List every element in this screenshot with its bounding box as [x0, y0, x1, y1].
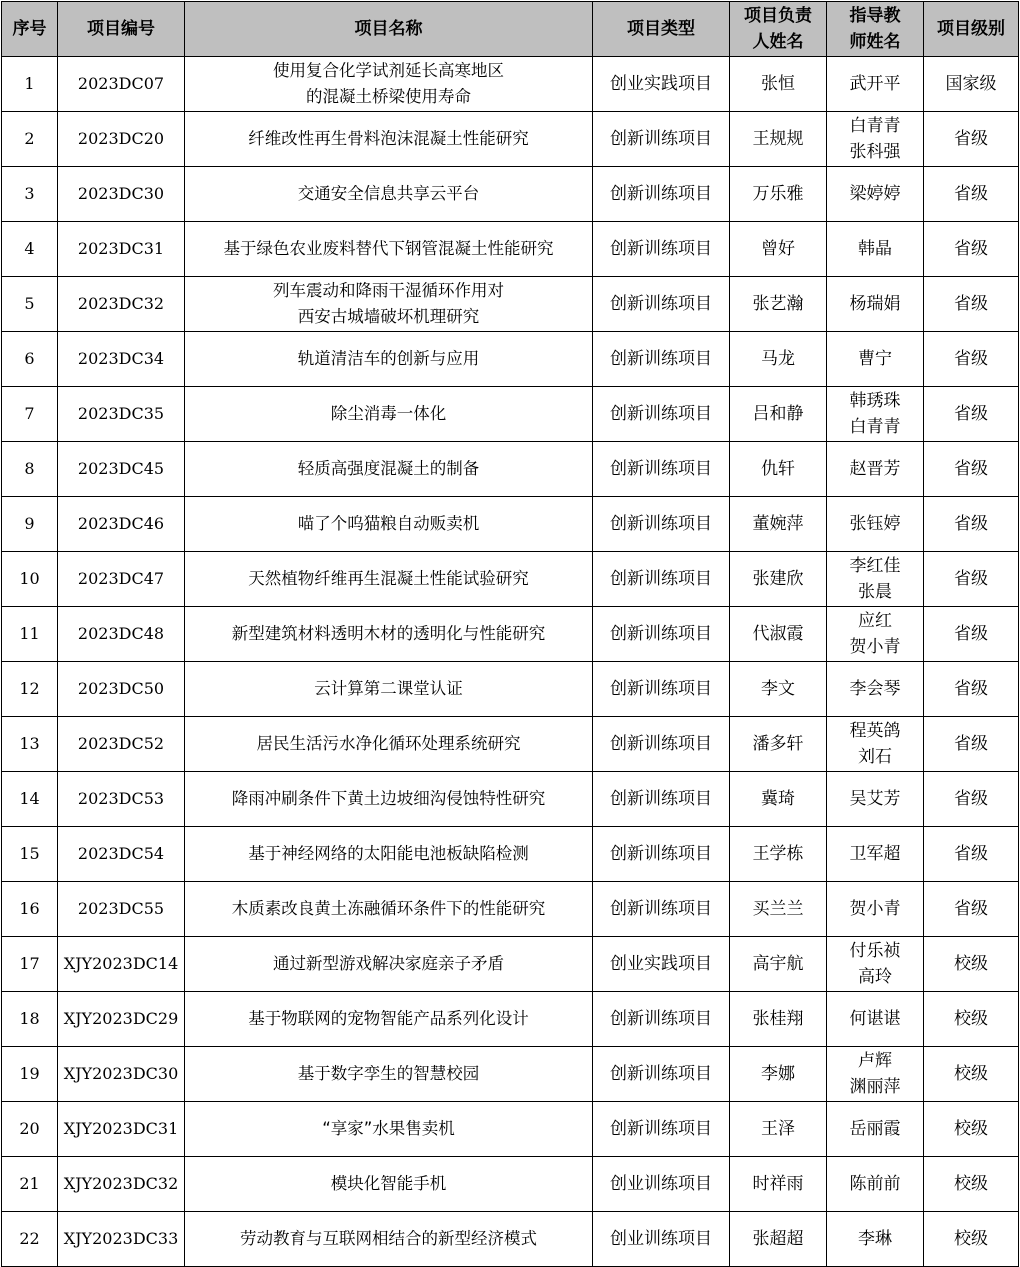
cell-level: 省级	[924, 497, 1019, 552]
header-advisor	[827, 2, 924, 57]
cell-advisor-line: 何谌谌	[849, 1009, 901, 1029]
cell-level: 国家级	[924, 57, 1019, 112]
table-row	[2, 57, 1019, 112]
cell-code: 2023DC52	[58, 717, 185, 772]
cell-type: 创新训练项目	[593, 772, 730, 827]
cell-leader: 王学栋	[730, 827, 827, 882]
table-row	[2, 717, 1019, 772]
cell-name-line: 列车震动和降雨干湿循环作用对	[273, 281, 504, 300]
cell-advisor-line: 应红	[858, 611, 892, 631]
cell-code: 2023DC50	[58, 662, 185, 717]
cell-advisor-line: 张晨	[858, 582, 892, 602]
cell-type: 创新训练项目	[593, 112, 730, 167]
cell-advisor	[827, 992, 924, 1047]
cell-code: 2023DC47	[58, 552, 185, 607]
cell-seq: 16	[2, 882, 58, 937]
cell-level: 省级	[924, 662, 1019, 717]
cell-name	[185, 607, 593, 662]
cell-advisor-line: 卫军超	[849, 844, 901, 864]
cell-seq: 13	[2, 717, 58, 772]
cell-name-line: 劳动教育与互联网相结合的新型经济模式	[240, 1229, 537, 1248]
cell-type: 创新训练项目	[593, 222, 730, 277]
cell-type: 创新训练项目	[593, 552, 730, 607]
cell-name-line: 模块化智能手机	[330, 1174, 447, 1193]
cell-level: 省级	[924, 827, 1019, 882]
header-type: 项目类型	[593, 2, 730, 57]
table-row	[2, 662, 1019, 717]
cell-seq: 9	[2, 497, 58, 552]
cell-level: 省级	[924, 167, 1019, 222]
cell-seq: 8	[2, 442, 58, 497]
cell-leader: 曾好	[730, 222, 827, 277]
cell-level: 校级	[924, 1102, 1019, 1157]
header-leader-line1: 项目负责	[744, 6, 812, 26]
cell-seq: 10	[2, 552, 58, 607]
cell-type: 创新训练项目	[593, 882, 730, 937]
cell-leader: 王规规	[730, 112, 827, 167]
header-row	[2, 2, 1019, 57]
cell-name	[185, 882, 593, 937]
cell-name-line: 天然植物纤维再生混凝土性能试验研究	[248, 569, 529, 588]
cell-code: XJY2023DC30	[58, 1047, 185, 1102]
cell-type: 创新训练项目	[593, 1102, 730, 1157]
table-row	[2, 277, 1019, 332]
cell-advisor-line: 卢辉	[858, 1051, 892, 1071]
cell-leader: 王泽	[730, 1102, 827, 1157]
cell-advisor-line: 曹宁	[858, 349, 892, 369]
cell-name	[185, 1157, 593, 1212]
cell-code: 2023DC48	[58, 607, 185, 662]
cell-advisor-line: 李会琴	[849, 679, 901, 699]
cell-advisor	[827, 167, 924, 222]
table-row	[2, 1047, 1019, 1102]
cell-name	[185, 992, 593, 1047]
cell-leader: 仇轩	[730, 442, 827, 497]
table-row	[2, 1212, 1019, 1267]
cell-advisor	[827, 827, 924, 882]
cell-advisor	[827, 497, 924, 552]
table-row	[2, 112, 1019, 167]
cell-type: 创新训练项目	[593, 717, 730, 772]
cell-level: 省级	[924, 882, 1019, 937]
cell-name	[185, 57, 593, 112]
cell-name	[185, 387, 593, 442]
cell-leader: 万乐雅	[730, 167, 827, 222]
cell-advisor-line: 付乐祯	[849, 941, 901, 961]
cell-level: 校级	[924, 1212, 1019, 1267]
cell-advisor-line: 岳丽霞	[849, 1119, 901, 1139]
cell-name	[185, 167, 593, 222]
cell-leader: 吕和静	[730, 387, 827, 442]
cell-advisor	[827, 662, 924, 717]
table-row	[2, 222, 1019, 277]
cell-advisor-line: 韩琇珠	[849, 391, 901, 411]
cell-level: 校级	[924, 1047, 1019, 1102]
cell-advisor-line: 赵晋芳	[849, 459, 901, 479]
cell-name	[185, 277, 593, 332]
cell-type: 创新训练项目	[593, 607, 730, 662]
cell-seq: 21	[2, 1157, 58, 1212]
cell-name-line: 使用复合化学试剂延长高寒地区	[273, 61, 504, 80]
cell-name	[185, 112, 593, 167]
cell-code: 2023DC07	[58, 57, 185, 112]
cell-advisor	[827, 1157, 924, 1212]
cell-advisor-line: 陈前前	[849, 1174, 901, 1194]
cell-name	[185, 1212, 593, 1267]
table-row	[2, 937, 1019, 992]
cell-advisor-line: 渊丽萍	[849, 1077, 901, 1097]
cell-advisor	[827, 772, 924, 827]
cell-seq: 6	[2, 332, 58, 387]
cell-level: 省级	[924, 772, 1019, 827]
cell-type: 创业实践项目	[593, 57, 730, 112]
table-row	[2, 552, 1019, 607]
cell-code: XJY2023DC14	[58, 937, 185, 992]
cell-name-line: 轻质高强度混凝土的制备	[297, 459, 480, 478]
cell-leader: 时祥雨	[730, 1157, 827, 1212]
cell-code: XJY2023DC32	[58, 1157, 185, 1212]
cell-seq: 2	[2, 112, 58, 167]
table-body	[2, 57, 1019, 1267]
cell-advisor	[827, 277, 924, 332]
cell-level: 校级	[924, 992, 1019, 1047]
table-row	[2, 882, 1019, 937]
cell-leader: 冀琦	[730, 772, 827, 827]
cell-level: 省级	[924, 717, 1019, 772]
cell-leader: 董婉萍	[730, 497, 827, 552]
cell-code: 2023DC30	[58, 167, 185, 222]
cell-name	[185, 1102, 593, 1157]
cell-name-line: 木质素改良黄土冻融循环条件下的性能研究	[231, 899, 546, 918]
cell-advisor-line: 贺小青	[849, 899, 901, 919]
cell-leader: 代淑霞	[730, 607, 827, 662]
cell-advisor-line: 程英鸽	[849, 721, 901, 741]
cell-name-line: 基于数字孪生的智慧校园	[297, 1064, 480, 1083]
cell-advisor	[827, 552, 924, 607]
cell-type: 创新训练项目	[593, 1047, 730, 1102]
cell-code: 2023DC55	[58, 882, 185, 937]
cell-advisor	[827, 607, 924, 662]
cell-leader: 潘多轩	[730, 717, 827, 772]
cell-advisor-line: 白青青	[849, 417, 901, 437]
cell-type: 创新训练项目	[593, 167, 730, 222]
cell-leader: 李娜	[730, 1047, 827, 1102]
cell-name	[185, 772, 593, 827]
cell-name-line: 居民生活污水净化循环处理系统研究	[256, 734, 521, 753]
project-table	[1, 1, 1019, 1267]
cell-name-line: 基于物联网的宠物智能产品系列化设计	[248, 1009, 529, 1028]
table-row	[2, 772, 1019, 827]
cell-leader: 张艺瀚	[730, 277, 827, 332]
cell-advisor	[827, 112, 924, 167]
cell-seq: 11	[2, 607, 58, 662]
cell-seq: 7	[2, 387, 58, 442]
cell-type: 创新训练项目	[593, 662, 730, 717]
cell-level: 省级	[924, 387, 1019, 442]
cell-advisor	[827, 1102, 924, 1157]
table-row	[2, 992, 1019, 1047]
table-row	[2, 607, 1019, 662]
cell-advisor	[827, 937, 924, 992]
cell-seq: 22	[2, 1212, 58, 1267]
cell-level: 校级	[924, 1157, 1019, 1212]
cell-advisor	[827, 1212, 924, 1267]
cell-type: 创新训练项目	[593, 442, 730, 497]
cell-code: XJY2023DC33	[58, 1212, 185, 1267]
cell-seq: 4	[2, 222, 58, 277]
cell-name	[185, 497, 593, 552]
cell-type: 创业训练项目	[593, 1157, 730, 1212]
cell-type: 创新训练项目	[593, 277, 730, 332]
cell-code: XJY2023DC29	[58, 992, 185, 1047]
cell-advisor-line: 高玲	[858, 967, 892, 987]
cell-code: 2023DC34	[58, 332, 185, 387]
cell-code: XJY2023DC31	[58, 1102, 185, 1157]
header-leader-line2: 人姓名	[752, 32, 804, 52]
cell-leader: 张建欣	[730, 552, 827, 607]
cell-type: 创业实践项目	[593, 937, 730, 992]
cell-name-line: “享家”水果售卖机	[322, 1119, 455, 1138]
cell-type: 创新训练项目	[593, 387, 730, 442]
table-row	[2, 387, 1019, 442]
cell-code: 2023DC45	[58, 442, 185, 497]
cell-advisor-line: 张钰婷	[849, 514, 901, 534]
cell-level: 省级	[924, 332, 1019, 387]
cell-name-line: 除尘消毒一体化	[330, 404, 447, 423]
cell-name-line: 基于绿色农业废料替代下钢管混凝土性能研究	[223, 239, 554, 258]
cell-advisor	[827, 387, 924, 442]
table-row	[2, 332, 1019, 387]
cell-level: 省级	[924, 277, 1019, 332]
table-row	[2, 1102, 1019, 1157]
cell-advisor-line: 李红佳	[849, 556, 901, 576]
cell-name-line: 新型建筑材料透明木材的透明化与性能研究	[231, 624, 546, 643]
header-level: 项目级别	[924, 2, 1019, 57]
cell-leader: 张桂翔	[730, 992, 827, 1047]
cell-name-line: 的混凝土桥梁使用寿命	[306, 87, 471, 106]
cell-name	[185, 1047, 593, 1102]
cell-level: 省级	[924, 222, 1019, 277]
cell-type: 创新训练项目	[593, 992, 730, 1047]
cell-seq: 3	[2, 167, 58, 222]
cell-level: 省级	[924, 552, 1019, 607]
table-row	[2, 827, 1019, 882]
cell-seq: 17	[2, 937, 58, 992]
cell-name	[185, 827, 593, 882]
header-seq: 序号	[2, 2, 58, 57]
table-row	[2, 1157, 1019, 1212]
cell-leader: 李文	[730, 662, 827, 717]
cell-advisor-line: 贺小青	[849, 637, 901, 657]
table-header	[2, 2, 1019, 57]
cell-advisor-line: 杨瑞娟	[849, 294, 901, 314]
cell-leader: 买兰兰	[730, 882, 827, 937]
cell-code: 2023DC46	[58, 497, 185, 552]
cell-advisor	[827, 442, 924, 497]
cell-leader: 高宇航	[730, 937, 827, 992]
cell-seq: 12	[2, 662, 58, 717]
cell-code: 2023DC31	[58, 222, 185, 277]
cell-advisor-line: 吴艾芳	[849, 789, 901, 809]
cell-seq: 18	[2, 992, 58, 1047]
cell-code: 2023DC54	[58, 827, 185, 882]
cell-type: 创新训练项目	[593, 827, 730, 882]
cell-name	[185, 717, 593, 772]
cell-advisor-line: 李琳	[858, 1229, 892, 1249]
header-leader	[730, 2, 827, 57]
cell-seq: 15	[2, 827, 58, 882]
cell-advisor	[827, 222, 924, 277]
cell-name-line: 轨道清洁车的创新与应用	[297, 349, 480, 368]
cell-name	[185, 332, 593, 387]
cell-type: 创新训练项目	[593, 332, 730, 387]
cell-seq: 19	[2, 1047, 58, 1102]
cell-name-line: 基于神经网络的太阳能电池板缺陷检测	[248, 844, 529, 863]
cell-leader: 张超超	[730, 1212, 827, 1267]
header-name: 项目名称	[185, 2, 593, 57]
cell-name-line: 喵了个呜猫粮自动贩卖机	[297, 514, 480, 533]
cell-code: 2023DC32	[58, 277, 185, 332]
cell-type: 创新训练项目	[593, 497, 730, 552]
cell-advisor	[827, 882, 924, 937]
cell-name	[185, 442, 593, 497]
cell-level: 省级	[924, 112, 1019, 167]
cell-advisor-line: 张科强	[849, 142, 901, 162]
cell-name	[185, 937, 593, 992]
cell-code: 2023DC53	[58, 772, 185, 827]
cell-name-line: 交通安全信息共享云平台	[297, 184, 480, 203]
cell-advisor	[827, 717, 924, 772]
table-row	[2, 442, 1019, 497]
cell-advisor-line: 韩晶	[858, 239, 892, 259]
cell-name-line: 通过新型游戏解决家庭亲子矛盾	[273, 954, 504, 973]
cell-seq: 5	[2, 277, 58, 332]
table-row	[2, 167, 1019, 222]
cell-code: 2023DC35	[58, 387, 185, 442]
cell-advisor-line: 武开平	[849, 74, 901, 94]
cell-seq: 14	[2, 772, 58, 827]
cell-name-line: 西安古城墙破坏机理研究	[297, 307, 480, 326]
cell-seq: 20	[2, 1102, 58, 1157]
cell-name-line: 云计算第二课堂认证	[314, 679, 463, 698]
cell-name-line: 纤维改性再生骨料泡沫混凝土性能研究	[248, 129, 529, 148]
cell-seq: 1	[2, 57, 58, 112]
cell-name	[185, 662, 593, 717]
cell-leader: 张恒	[730, 57, 827, 112]
cell-code: 2023DC20	[58, 112, 185, 167]
table-row	[2, 497, 1019, 552]
cell-name	[185, 222, 593, 277]
cell-advisor-line: 刘石	[858, 747, 892, 767]
header-code: 项目编号	[58, 2, 185, 57]
header-advisor-line1: 指导教	[849, 6, 901, 26]
cell-advisor-line: 白青青	[849, 116, 901, 136]
cell-advisor	[827, 1047, 924, 1102]
cell-name-line: 降雨冲刷条件下黄土边坡细沟侵蚀特性研究	[231, 789, 546, 808]
cell-level: 省级	[924, 607, 1019, 662]
cell-name	[185, 552, 593, 607]
cell-advisor	[827, 57, 924, 112]
cell-advisor	[827, 332, 924, 387]
cell-type: 创业训练项目	[593, 1212, 730, 1267]
cell-leader: 马龙	[730, 332, 827, 387]
cell-level: 省级	[924, 442, 1019, 497]
header-advisor-line2: 师姓名	[849, 32, 901, 52]
cell-level: 校级	[924, 937, 1019, 992]
cell-advisor-line: 梁婷婷	[849, 184, 901, 204]
